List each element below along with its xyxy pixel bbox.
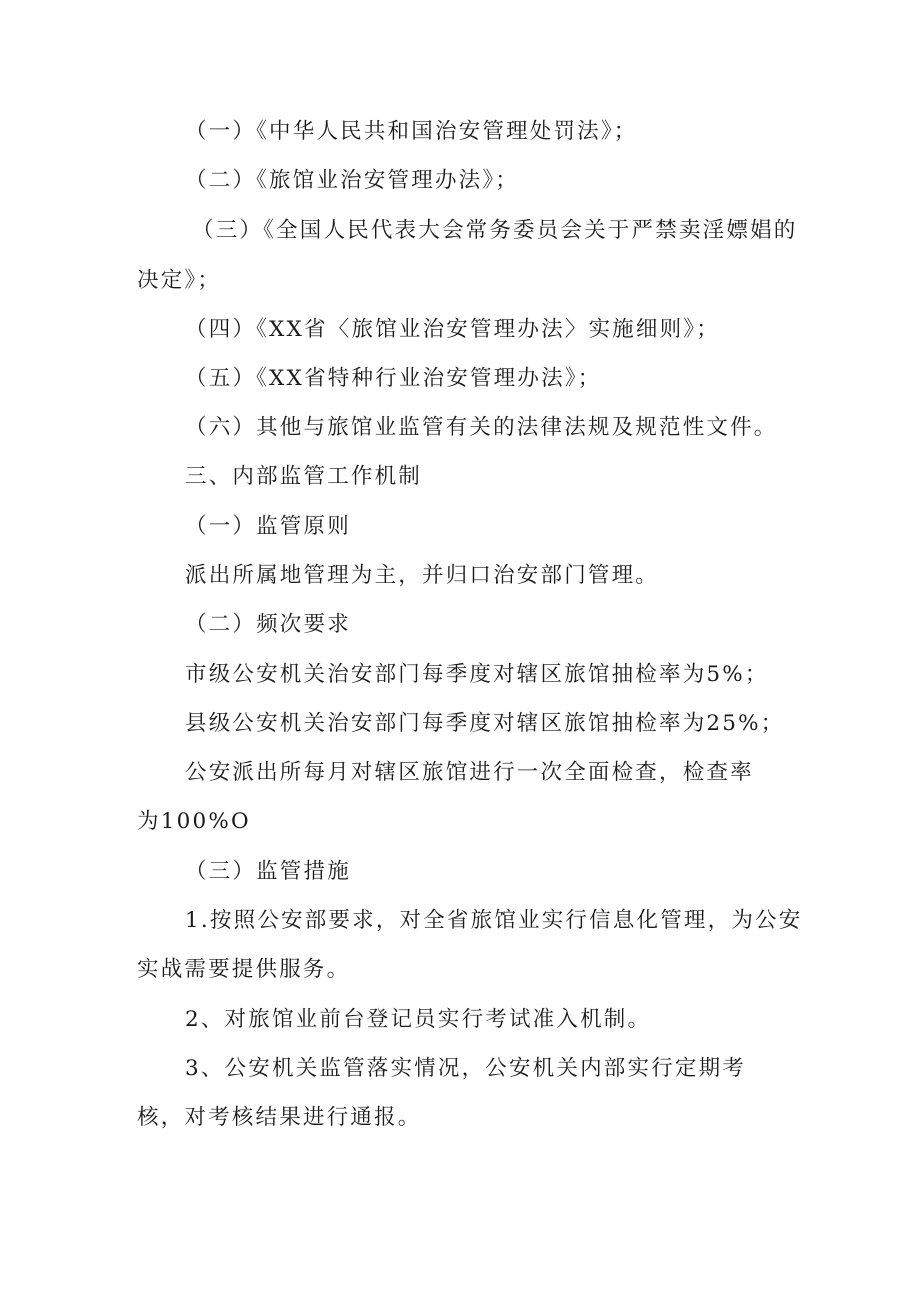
principle-text: 派出所属地管理为主，并归口治安部门管理。 [185, 563, 660, 588]
frequency-station-line-2: 为100%O [137, 809, 251, 834]
law-item-5: （五）《XX省特种行业治安管理办法》； [185, 366, 602, 391]
law-item-4: （四）《XX省〈旅馆业治安管理办法〉实施细则》； [185, 317, 720, 342]
measure-2: 2、对旅馆业前台登记员实行考试准入机制。 [185, 1007, 652, 1032]
subsection-heading-frequency: （二）频次要求 [185, 612, 351, 637]
law-item-2: （二）《旅馆业治安管理办法》； [185, 168, 520, 193]
subsection-heading-measures: （三）监管措施 [185, 859, 351, 884]
law-item-3-line-1: （三）《全国人民代表大会常务委员会关于严禁卖淫嫖娼的 [192, 218, 798, 243]
measure-1-line-2: 实战需要提供服务。 [137, 957, 351, 982]
frequency-county: 县级公安机关治安部门每季度对辖区旅馆抽检率为25%； [185, 711, 785, 736]
law-item-6: （六）其他与旅馆业监管有关的法律法规及规范性文件。 [185, 415, 778, 440]
law-item-3-line-2: 决定》； [137, 268, 222, 293]
frequency-city: 市级公安机关治安部门每季度对辖区旅馆抽检率为5%； [185, 662, 769, 687]
subsection-heading-principle: （一）监管原则 [185, 514, 351, 539]
frequency-station-line-1: 公安派出所每月对辖区旅馆进行一次全面检查，检查率 [185, 760, 754, 785]
measure-3-line-2: 核，对考核结果进行通报。 [137, 1105, 422, 1130]
law-item-1: （一）《中华人民共和国治安管理处罚法》； [185, 119, 638, 144]
measure-1-line-1: 1.按照公安部要求，对全省旅馆业实行信息化管理，为公安 [185, 908, 803, 933]
measure-3-line-1: 3、公安机关监管落实情况，公安机关内部实行定期考 [185, 1056, 746, 1081]
section-heading-3: 三、内部监管工作机制 [185, 464, 423, 489]
